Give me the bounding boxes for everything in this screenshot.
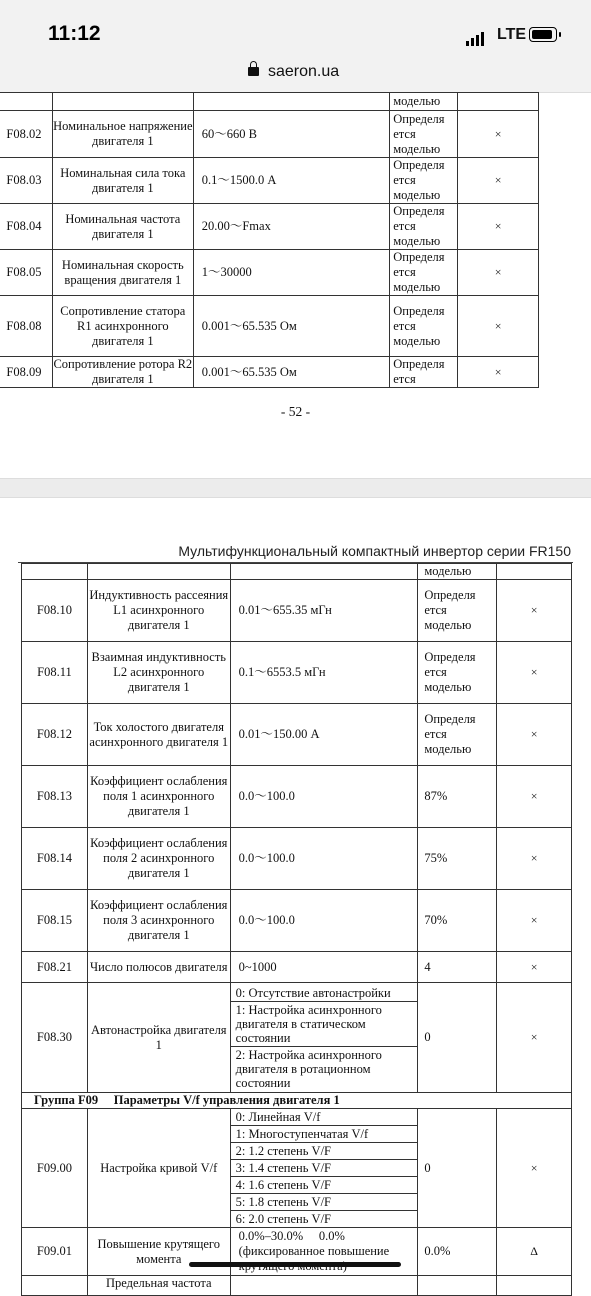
param-change: × (458, 296, 539, 357)
table-row (22, 1276, 572, 1296)
param-options (230, 983, 418, 1093)
table-row (22, 1228, 572, 1276)
option-item: 5: 1.8 степень V/F (231, 1194, 418, 1211)
param-code: F08.02 (0, 111, 52, 158)
param-default: Определя ется моделью (390, 250, 458, 296)
param-range: 0.0%–30.0% 0.0% (фиксированное повышение (230, 1228, 418, 1276)
param-change: × (497, 1109, 572, 1228)
page-number: - 52 - (280, 404, 311, 419)
param-name: Коэффициент ослабления поля 3 асинхронного двигателя 1 (87, 890, 230, 952)
param-name: Сопротивление статора R1 асинхронного двигателя 1 (52, 296, 193, 357)
param-name: Взаимная индуктивность L2 асинхронного двигателя 1 (87, 642, 230, 704)
param-change: × (458, 111, 539, 158)
table-row (0, 111, 539, 158)
param-range: 60～660 В (193, 111, 390, 158)
param-range: 0.001～65.535 Ом (193, 357, 390, 388)
network-label: LTE (497, 26, 527, 43)
param-default: Определя ется (390, 357, 458, 388)
param-change: × (497, 766, 572, 828)
param-name: Номинальная частота двигателя 1 (52, 204, 193, 250)
clock: 11:12 (48, 22, 101, 45)
param-change: × (497, 642, 572, 704)
page-separator (0, 478, 591, 498)
param-code: F08.03 (0, 158, 52, 204)
home-indicator[interactable] (189, 1262, 401, 1267)
battery-icon (529, 27, 557, 42)
param-table-bottom (21, 563, 572, 1296)
option-item: 3: 1.4 степень V/F (231, 1160, 418, 1177)
param-change: × (497, 828, 572, 890)
param-code: F09.01 (22, 1228, 88, 1276)
default-cell: моделью (418, 564, 497, 580)
table-row (22, 642, 572, 704)
param-change: Δ (497, 1228, 572, 1276)
option-item: 4: 1.6 степень V/F (231, 1177, 418, 1194)
table-row (22, 580, 572, 642)
param-range: 0~1000 (230, 952, 418, 983)
param-name: Номинальная скорость вращения двигателя 1 (52, 250, 193, 296)
param-default: Определя ется моделью (418, 580, 497, 642)
param-name: Предельная частота (87, 1276, 230, 1296)
param-change: × (497, 580, 572, 642)
param-name: Настройка кривой V/f (87, 1109, 230, 1228)
param-code: F08.21 (22, 952, 88, 983)
param-code: F08.05 (0, 250, 52, 296)
param-range: 1～30000 (193, 250, 390, 296)
param-default: Определя ется моделью (390, 204, 458, 250)
param-change: × (458, 357, 539, 388)
param-change: × (497, 952, 572, 983)
table-row (22, 564, 572, 580)
table-row (0, 296, 539, 357)
table-row (22, 983, 572, 1093)
table-row (0, 93, 539, 111)
option-item: 6: 2.0 степень V/F (235, 1212, 332, 1226)
param-default: 87% (418, 766, 497, 828)
param-table-top (0, 92, 539, 388)
param-default: 4 (418, 952, 497, 983)
param-range: 0.01～150.00 А (230, 704, 418, 766)
option-item: 2: 1.2 степень V/F (231, 1143, 418, 1160)
url-text: saeron.ua (268, 63, 340, 80)
param-options (230, 1109, 418, 1228)
page-header: Мультифункциональный компактный инвертор серии FR150 (178, 543, 571, 559)
table-row (22, 952, 572, 983)
param-code: F09.00 (22, 1109, 88, 1228)
param-range: 0.001～65.535 Ом (193, 296, 390, 357)
param-code: F08.04 (0, 204, 52, 250)
param-default: Определя ется моделью (418, 704, 497, 766)
param-name: Номинальное напряжение двигателя 1 (52, 111, 193, 158)
param-code: F08.10 (22, 580, 88, 642)
param-code: F08.30 (22, 983, 88, 1093)
default-cell: моделью (390, 93, 458, 111)
param-name: Номинальная сила тока двигателя 1 (52, 158, 193, 204)
param-code: F08.11 (22, 642, 88, 704)
param-default: Определя ется моделью (390, 158, 458, 204)
param-change: × (497, 890, 572, 952)
option-item: 2: Настройка асинхронного двигателя в ротационном состоянии (235, 1047, 382, 1090)
param-default: Определя ется моделью (418, 642, 497, 704)
table-row (0, 204, 539, 250)
param-name: Сопротивление ротора R2 двигателя 1 (53, 357, 193, 386)
table-row (0, 250, 539, 296)
param-name: Повышение крутящего момента (87, 1228, 230, 1276)
table-row (22, 890, 572, 952)
status-bar (0, 0, 591, 58)
param-default: 0 (418, 1109, 497, 1228)
param-default: Определя ется моделью (390, 111, 458, 158)
param-range: 0.1～6553.5 мГн (230, 642, 418, 704)
option-item: 0: Линейная V/f (231, 1109, 418, 1126)
param-code: F08.14 (22, 828, 88, 890)
param-name: Коэффициент ослабления поля 2 асинхронного двигателя 1 (87, 828, 230, 890)
table-row (0, 158, 539, 204)
param-code: F08.12 (22, 704, 88, 766)
param-range: 0.0～100.0 (230, 890, 418, 952)
group-title: Группа F09 Параметры V/f управления двигателя 1 (22, 1093, 572, 1109)
option-item: 1: Многоступенчатая V/f (231, 1126, 418, 1143)
table-row (0, 357, 539, 388)
param-name: Автонастройка двигателя 1 (87, 983, 230, 1093)
table-row (22, 828, 572, 890)
table-row (22, 704, 572, 766)
param-name: Индуктивность рассеяния L1 асинхронного двигателя 1 (87, 580, 230, 642)
param-range: 0.1～1500.0 А (193, 158, 390, 204)
group-row (22, 1093, 572, 1109)
param-code: F08.09 (0, 357, 52, 388)
param-code: F08.13 (22, 766, 88, 828)
signal-icon (466, 28, 486, 46)
param-range: 0.0～100.0 (230, 828, 418, 890)
param-change: × (497, 704, 572, 766)
param-code: F08.08 (0, 296, 52, 357)
param-change: × (497, 983, 572, 1093)
table-row (22, 1109, 572, 1228)
param-range: 0.0～100.0 (230, 766, 418, 828)
option-item: 0: Отсутствие автонастройки (231, 985, 418, 1002)
param-change: × (458, 204, 539, 250)
param-range: 0.01～655.35 мГн (230, 580, 418, 642)
param-change: × (458, 158, 539, 204)
param-name: Коэффициент ослабления поля 1 асинхронного двигателя 1 (87, 766, 230, 828)
param-code: F08.15 (22, 890, 88, 952)
param-default: 75% (418, 828, 497, 890)
param-name: Число полюсов двигателя (87, 952, 230, 983)
param-default: 0 (418, 983, 497, 1093)
address-bar[interactable] (0, 58, 591, 93)
param-change: × (458, 250, 539, 296)
lock-icon (248, 67, 259, 76)
param-default: Определя ется моделью (390, 296, 458, 357)
param-default: 70% (418, 890, 497, 952)
option-item: 1: Настройка асинхронного двигателя в статическом состоянии (231, 1002, 418, 1047)
param-default: 0.0% (418, 1228, 497, 1276)
table-row (22, 766, 572, 828)
param-name: Ток холостого двигателя асинхронного двигателя 1 (87, 704, 230, 766)
param-range: 20.00～Fmax (193, 204, 390, 250)
